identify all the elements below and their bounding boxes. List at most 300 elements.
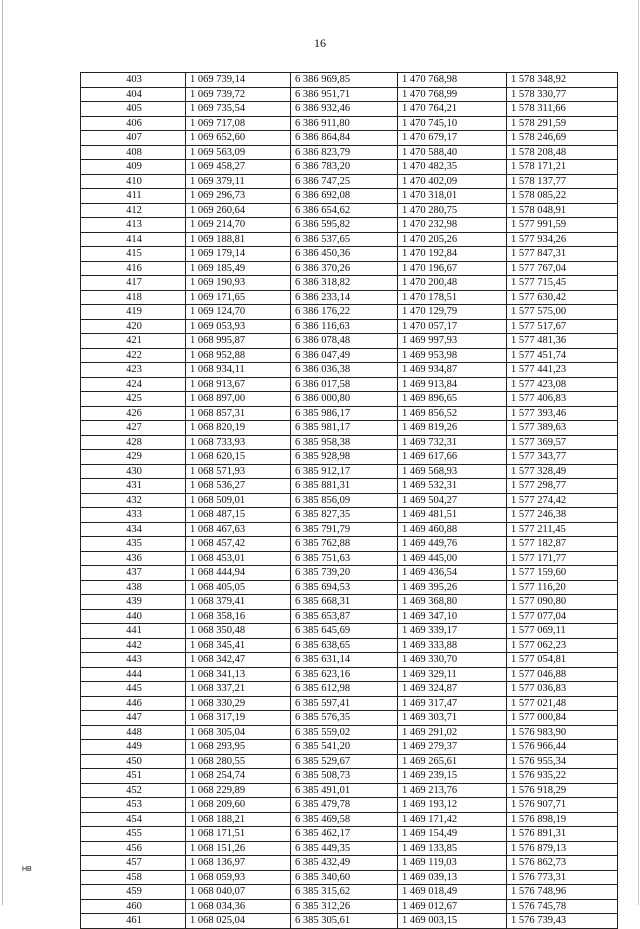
coordinate-cell: 1 069 296,73	[186, 189, 291, 204]
coordinate-cell: 1 577 182,87	[507, 537, 618, 552]
coordinate-cell: 1 068 820,19	[186, 421, 291, 436]
table-row	[81, 290, 618, 305]
table-row	[81, 653, 618, 668]
coordinate-cell: 1 069 188,81	[186, 232, 291, 247]
table-row	[81, 87, 618, 102]
coordinate-cell: 1 068 571,93	[186, 464, 291, 479]
coordinate-cell: 1 576 935,22	[507, 769, 618, 784]
coordinate-cell: 1 576 907,71	[507, 798, 618, 813]
point-number-cell: 430	[81, 464, 186, 479]
coordinate-cell: 1 470 745,10	[398, 116, 507, 131]
coordinate-cell: 1 469 617,66	[398, 450, 507, 465]
coordinate-cell: 1 577 021,48	[507, 696, 618, 711]
coordinate-cell: 1 576 773,31	[507, 870, 618, 885]
table-row	[81, 218, 618, 233]
coordinate-cell: 1 068 995,87	[186, 334, 291, 349]
coordinate-cell: 1 469 193,12	[398, 798, 507, 813]
coordinate-cell: 1 068 136,97	[186, 856, 291, 871]
point-number-cell: 434	[81, 522, 186, 537]
coordinate-cell: 1 470 768,98	[398, 73, 507, 88]
coordinate-cell: 1 469 504,27	[398, 493, 507, 508]
coordinate-cell: 1 068 330,29	[186, 696, 291, 711]
coordinate-cell: 6 386 078,48	[291, 334, 398, 349]
coordinate-cell: 1 068 345,41	[186, 638, 291, 653]
point-number-cell: 408	[81, 145, 186, 160]
point-number-cell: 418	[81, 290, 186, 305]
coordinate-cell: 1 068 358,16	[186, 609, 291, 624]
table-row	[81, 261, 618, 276]
table-row	[81, 870, 618, 885]
point-number-cell: 419	[81, 305, 186, 320]
coordinate-cell: 1 068 317,19	[186, 711, 291, 726]
point-number-cell: 420	[81, 319, 186, 334]
point-number-cell: 427	[81, 421, 186, 436]
coordinate-cell: 1 069 739,14	[186, 73, 291, 88]
coordinate-cell: 1 577 406,83	[507, 392, 618, 407]
coordinate-cell: 1 068 620,15	[186, 450, 291, 465]
coordinate-cell: 1 577 116,20	[507, 580, 618, 595]
table-row	[81, 174, 618, 189]
coordinate-cell: 1 068 034,36	[186, 899, 291, 914]
coordinate-cell: 6 385 529,67	[291, 754, 398, 769]
coordinate-cell: 1 469 291,02	[398, 725, 507, 740]
point-number-cell: 442	[81, 638, 186, 653]
coordinate-cell: 1 578 311,66	[507, 102, 618, 117]
coordinate-cell: 1 470 129,79	[398, 305, 507, 320]
coordinate-cell: 1 469 330,70	[398, 653, 507, 668]
coordinate-cell: 1 577 171,77	[507, 551, 618, 566]
coordinate-cell: 6 385 559,02	[291, 725, 398, 740]
coordinate-cell: 1 577 934,26	[507, 232, 618, 247]
coordinate-cell: 1 577 046,88	[507, 667, 618, 682]
coordinate-cell: 1 577 069,11	[507, 624, 618, 639]
coordinate-cell: 1 068 171,51	[186, 827, 291, 842]
table-row	[81, 841, 618, 856]
coordinate-cell: 1 469 133,85	[398, 841, 507, 856]
point-number-cell: 447	[81, 711, 186, 726]
coordinate-cell: 1 469 333,88	[398, 638, 507, 653]
coordinate-cell: 1 469 317,47	[398, 696, 507, 711]
point-number-cell: 459	[81, 885, 186, 900]
table-row	[81, 914, 618, 929]
coordinate-cell: 1 469 934,87	[398, 363, 507, 378]
coordinate-cell: 1 469 856,52	[398, 406, 507, 421]
coordinate-cell: 1 068 305,04	[186, 725, 291, 740]
coordinate-cell: 6 385 638,65	[291, 638, 398, 653]
coordinate-cell: 1 469 347,10	[398, 609, 507, 624]
table-row	[81, 696, 618, 711]
coordinate-cell: 1 469 395,26	[398, 580, 507, 595]
coordinate-cell: 1 470 318,01	[398, 189, 507, 204]
coordinate-cell: 6 385 449,35	[291, 841, 398, 856]
coordinate-cell: 1 469 279,37	[398, 740, 507, 755]
coordinate-cell: 6 385 739,20	[291, 566, 398, 581]
table-row	[81, 406, 618, 421]
point-number-cell: 404	[81, 87, 186, 102]
coordinate-cell: 1 577 090,80	[507, 595, 618, 610]
coordinate-cell: 6 385 986,17	[291, 406, 398, 421]
coordinate-cell: 6 385 479,78	[291, 798, 398, 813]
coordinate-cell: 1 577 481,36	[507, 334, 618, 349]
coordinate-cell: 1 576 891,31	[507, 827, 618, 842]
coordinate-cell: 1 576 879,13	[507, 841, 618, 856]
coordinate-cell: 6 385 541,20	[291, 740, 398, 755]
point-number-cell: 449	[81, 740, 186, 755]
table-row	[81, 551, 618, 566]
table-row	[81, 812, 618, 827]
table-row	[81, 493, 618, 508]
coordinate-cell: 1 578 137,77	[507, 174, 618, 189]
coordinate-cell: 1 578 171,21	[507, 160, 618, 175]
coordinate-cell: 6 385 462,17	[291, 827, 398, 842]
coordinate-cell: 1 069 652,60	[186, 131, 291, 146]
coordinate-cell: 1 068 209,60	[186, 798, 291, 813]
table-row	[81, 638, 618, 653]
coordinate-cell: 6 385 762,88	[291, 537, 398, 552]
table-row	[81, 232, 618, 247]
point-number-cell: 426	[81, 406, 186, 421]
coordinate-cell: 1 068 509,01	[186, 493, 291, 508]
coordinate-cell: 6 385 668,31	[291, 595, 398, 610]
coordinate-cell: 6 386 318,82	[291, 276, 398, 291]
coordinate-cell: 1 469 119,03	[398, 856, 507, 871]
point-number-cell: 429	[81, 450, 186, 465]
coordinate-cell: 1 577 211,45	[507, 522, 618, 537]
coordinate-cell: 1 469 018,49	[398, 885, 507, 900]
coordinate-cell: 1 068 188,21	[186, 812, 291, 827]
coordinate-cell: 1 469 481,51	[398, 508, 507, 523]
coordinate-cell: 1 470 402,09	[398, 174, 507, 189]
coordinate-cell: 1 470 588,40	[398, 145, 507, 160]
table-row	[81, 798, 618, 813]
coordinate-cell: 1 578 291,59	[507, 116, 618, 131]
table-row	[81, 363, 618, 378]
point-number-cell: 431	[81, 479, 186, 494]
coordinate-cell: 1 469 324,87	[398, 682, 507, 697]
coordinate-cell: 1 068 350,48	[186, 624, 291, 639]
coordinate-cell: 1 469 339,17	[398, 624, 507, 639]
coordinate-cell: 1 068 151,26	[186, 841, 291, 856]
coordinate-cell: 1 469 003,15	[398, 914, 507, 929]
coordinate-cell: 1 578 330,77	[507, 87, 618, 102]
coordinate-cell: 1 069 458,27	[186, 160, 291, 175]
table-row	[81, 725, 618, 740]
table-row	[81, 885, 618, 900]
point-number-cell: 433	[81, 508, 186, 523]
table-row	[81, 305, 618, 320]
point-number-cell: 425	[81, 392, 186, 407]
coordinate-cell: 6 385 645,69	[291, 624, 398, 639]
coordinate-cell: 1 576 748,96	[507, 885, 618, 900]
page-left-edge	[2, 0, 3, 905]
coordinate-cell: 1 069 190,93	[186, 276, 291, 291]
coordinate-cell: 1 576 983,90	[507, 725, 618, 740]
table-row	[81, 377, 618, 392]
table-row	[81, 421, 618, 436]
coordinate-cell: 6 385 653,87	[291, 609, 398, 624]
point-number-cell: 454	[81, 812, 186, 827]
coordinate-cell: 6 385 315,62	[291, 885, 398, 900]
table-row	[81, 537, 618, 552]
point-number-cell: 410	[81, 174, 186, 189]
coordinate-cell: 6 385 981,17	[291, 421, 398, 436]
point-number-cell: 441	[81, 624, 186, 639]
point-number-cell: 406	[81, 116, 186, 131]
coordinate-cell: 1 470 192,84	[398, 247, 507, 262]
point-number-cell: 452	[81, 783, 186, 798]
coordinate-cell: 1 577 246,38	[507, 508, 618, 523]
coordinate-cell: 6 385 312,26	[291, 899, 398, 914]
coordinate-cell: 1 577 328,49	[507, 464, 618, 479]
table-row	[81, 189, 618, 204]
coordinate-cell: 1 469 997,93	[398, 334, 507, 349]
coordinate-cell: 1 469 819,26	[398, 421, 507, 436]
coordinate-cell: 1 068 341,13	[186, 667, 291, 682]
coordinate-cell: 1 577 054,81	[507, 653, 618, 668]
coordinate-cell: 6 385 491,01	[291, 783, 398, 798]
coordinate-cell: 1 069 179,14	[186, 247, 291, 262]
coordinate-cell: 1 469 460,88	[398, 522, 507, 537]
coordinate-cell: 6 385 623,16	[291, 667, 398, 682]
coordinate-cell: 1 470 482,35	[398, 160, 507, 175]
coordinate-cell: 1 470 232,98	[398, 218, 507, 233]
coordinate-cell: 6 386 747,25	[291, 174, 398, 189]
coordinate-cell: 6 385 469,58	[291, 812, 398, 827]
point-number-cell: 438	[81, 580, 186, 595]
coordinate-cell: 1 469 213,76	[398, 783, 507, 798]
point-number-cell: 413	[81, 218, 186, 233]
coordinate-cell: 1 576 955,34	[507, 754, 618, 769]
coordinate-cell: 6 385 958,38	[291, 435, 398, 450]
coordinate-cell: 1 576 739,43	[507, 914, 618, 929]
table-row	[81, 783, 618, 798]
table-row	[81, 73, 618, 88]
coordinate-cell: 1 578 246,69	[507, 131, 618, 146]
coordinate-cell: 6 385 856,09	[291, 493, 398, 508]
coordinate-cell: 1 069 379,11	[186, 174, 291, 189]
coordinate-cell: 1 068 457,42	[186, 537, 291, 552]
coordinate-cell: 1 470 768,99	[398, 87, 507, 102]
table-row	[81, 160, 618, 175]
point-number-cell: 435	[81, 537, 186, 552]
coordinate-cell: 1 577 423,08	[507, 377, 618, 392]
point-number-cell: 457	[81, 856, 186, 871]
table-row	[81, 754, 618, 769]
table-row	[81, 667, 618, 682]
coordinate-cell: 1 470 200,48	[398, 276, 507, 291]
point-number-cell: 444	[81, 667, 186, 682]
coordinate-cell: 6 386 176,22	[291, 305, 398, 320]
coordinate-cell: 1 068 293,95	[186, 740, 291, 755]
coordinates-table	[80, 72, 618, 929]
coordinate-cell: 1 577 062,23	[507, 638, 618, 653]
coordinate-cell: 1 469 039,13	[398, 870, 507, 885]
coordinate-cell: 1 578 348,92	[507, 73, 618, 88]
point-number-cell: 414	[81, 232, 186, 247]
coordinate-cell: 1 576 918,29	[507, 783, 618, 798]
table-row	[81, 145, 618, 160]
coordinate-cell: 6 385 928,98	[291, 450, 398, 465]
table-row	[81, 508, 618, 523]
point-number-cell: 432	[81, 493, 186, 508]
coordinate-cell: 1 068 467,63	[186, 522, 291, 537]
coordinate-cell: 1 068 897,00	[186, 392, 291, 407]
point-number-cell: 409	[81, 160, 186, 175]
coordinate-cell: 1 469 239,15	[398, 769, 507, 784]
coordinate-cell: 6 386 370,26	[291, 261, 398, 276]
point-number-cell: 439	[81, 595, 186, 610]
coordinate-cell: 1 577 441,23	[507, 363, 618, 378]
coordinate-cell: 1 469 012,67	[398, 899, 507, 914]
coordinate-cell: 1 069 124,70	[186, 305, 291, 320]
point-number-cell: 422	[81, 348, 186, 363]
coordinate-cell: 1 068 280,55	[186, 754, 291, 769]
coordinate-cell: 6 385 597,41	[291, 696, 398, 711]
point-number-cell: 456	[81, 841, 186, 856]
point-number-cell: 458	[81, 870, 186, 885]
table-row	[81, 435, 618, 450]
coordinate-cell: 6 386 000,80	[291, 392, 398, 407]
point-number-cell: 460	[81, 899, 186, 914]
coordinate-cell: 1 068 934,11	[186, 363, 291, 378]
table-row	[81, 522, 618, 537]
coordinate-cell: 1 069 214,70	[186, 218, 291, 233]
point-number-cell: 421	[81, 334, 186, 349]
coordinate-cell: 6 386 783,20	[291, 160, 398, 175]
point-number-cell: 445	[81, 682, 186, 697]
table-row	[81, 131, 618, 146]
coordinate-cell: 1 068 857,31	[186, 406, 291, 421]
coordinate-cell: 1 068 536,27	[186, 479, 291, 494]
coordinate-cell: 1 577 517,67	[507, 319, 618, 334]
coordinate-cell: 1 069 171,65	[186, 290, 291, 305]
point-number-cell: 451	[81, 769, 186, 784]
coordinate-cell: 6 385 827,35	[291, 508, 398, 523]
point-number-cell: 453	[81, 798, 186, 813]
coordinate-cell: 6 386 692,08	[291, 189, 398, 204]
coordinate-cell: 1 576 862,73	[507, 856, 618, 871]
coordinate-cell: 1 469 568,93	[398, 464, 507, 479]
coordinate-cell: 1 576 745,78	[507, 899, 618, 914]
coordinate-cell: 6 386 595,82	[291, 218, 398, 233]
coordinate-cell: 6 386 951,71	[291, 87, 398, 102]
coordinate-cell: 1 068 487,15	[186, 508, 291, 523]
table-row	[81, 464, 618, 479]
coordinates-table-body	[81, 73, 618, 929]
coordinate-cell: 6 386 116,63	[291, 319, 398, 334]
coordinate-cell: 1 470 679,17	[398, 131, 507, 146]
coordinate-cell: 6 385 432,49	[291, 856, 398, 871]
table-row	[81, 479, 618, 494]
coordinate-cell: 1 577 715,45	[507, 276, 618, 291]
point-number-cell: 450	[81, 754, 186, 769]
coordinate-cell: 6 386 017,58	[291, 377, 398, 392]
table-row	[81, 247, 618, 262]
coordinate-cell: 6 386 932,46	[291, 102, 398, 117]
coordinate-cell: 6 386 823,79	[291, 145, 398, 160]
coordinate-cell: 6 385 912,17	[291, 464, 398, 479]
coordinate-cell: 6 385 881,31	[291, 479, 398, 494]
table-row	[81, 392, 618, 407]
table-row	[81, 203, 618, 218]
coordinate-cell: 1 469 896,65	[398, 392, 507, 407]
page-right-edge	[638, 0, 639, 905]
point-number-cell: 424	[81, 377, 186, 392]
coordinate-cell: 1 069 185,49	[186, 261, 291, 276]
point-number-cell: 437	[81, 566, 186, 581]
point-number-cell: 416	[81, 261, 186, 276]
coordinate-cell: 1 069 260,64	[186, 203, 291, 218]
coordinate-cell: 1 577 767,04	[507, 261, 618, 276]
coordinate-cell: 1 577 036,83	[507, 682, 618, 697]
coordinate-cell: 1 068 952,88	[186, 348, 291, 363]
table-row	[81, 682, 618, 697]
coordinate-cell: 1 068 254,74	[186, 769, 291, 784]
coordinate-cell: 1 068 733,93	[186, 435, 291, 450]
coordinate-cell: 6 386 233,14	[291, 290, 398, 305]
point-number-cell: 405	[81, 102, 186, 117]
table-row	[81, 116, 618, 131]
coordinate-cell: 6 386 911,80	[291, 116, 398, 131]
point-number-cell: 440	[81, 609, 186, 624]
point-number-cell: 417	[81, 276, 186, 291]
point-number-cell: 446	[81, 696, 186, 711]
coordinate-cell: 1 577 451,74	[507, 348, 618, 363]
coordinate-cell: 6 385 576,35	[291, 711, 398, 726]
coordinate-cell: 6 386 654,62	[291, 203, 398, 218]
point-number-cell: 407	[81, 131, 186, 146]
point-number-cell: 455	[81, 827, 186, 842]
table-row	[81, 348, 618, 363]
coordinate-cell: 1 068 379,41	[186, 595, 291, 610]
coordinate-cell: 1 470 280,75	[398, 203, 507, 218]
coordinate-cell: 1 470 196,67	[398, 261, 507, 276]
coordinate-cell: 1 578 048,91	[507, 203, 618, 218]
coordinate-cell: 1 068 405,05	[186, 580, 291, 595]
coordinate-cell: 1 068 059,93	[186, 870, 291, 885]
coordinate-cell: 1 577 630,42	[507, 290, 618, 305]
coordinate-cell: 1 068 229,89	[186, 783, 291, 798]
point-number-cell: 448	[81, 725, 186, 740]
table-row	[81, 566, 618, 581]
coordinate-cell: 1 469 532,31	[398, 479, 507, 494]
coordinate-cell: 1 068 453,01	[186, 551, 291, 566]
coordinate-cell: 1 577 847,31	[507, 247, 618, 262]
coordinate-cell: 1 469 445,00	[398, 551, 507, 566]
coordinate-cell: 6 385 694,53	[291, 580, 398, 595]
table-row	[81, 595, 618, 610]
page-number: 16	[314, 36, 326, 50]
point-number-cell: 412	[81, 203, 186, 218]
coordinate-cell: 1 469 171,42	[398, 812, 507, 827]
table-row	[81, 580, 618, 595]
coordinate-cell: 1 068 337,21	[186, 682, 291, 697]
table-row	[81, 856, 618, 871]
coordinate-cell: 1 469 953,98	[398, 348, 507, 363]
point-number-cell: 423	[81, 363, 186, 378]
coordinate-cell: 1 576 966,44	[507, 740, 618, 755]
table-row	[81, 102, 618, 117]
coordinate-cell: 1 069 717,08	[186, 116, 291, 131]
table-row	[81, 740, 618, 755]
coordinate-cell: 6 386 036,38	[291, 363, 398, 378]
coordinate-cell: 1 578 085,22	[507, 189, 618, 204]
coordinate-cell: 1 469 732,31	[398, 435, 507, 450]
coordinate-cell: 6 385 791,79	[291, 522, 398, 537]
coordinate-cell: 1 068 444,94	[186, 566, 291, 581]
coordinate-cell: 1 469 913,84	[398, 377, 507, 392]
point-number-cell: 428	[81, 435, 186, 450]
